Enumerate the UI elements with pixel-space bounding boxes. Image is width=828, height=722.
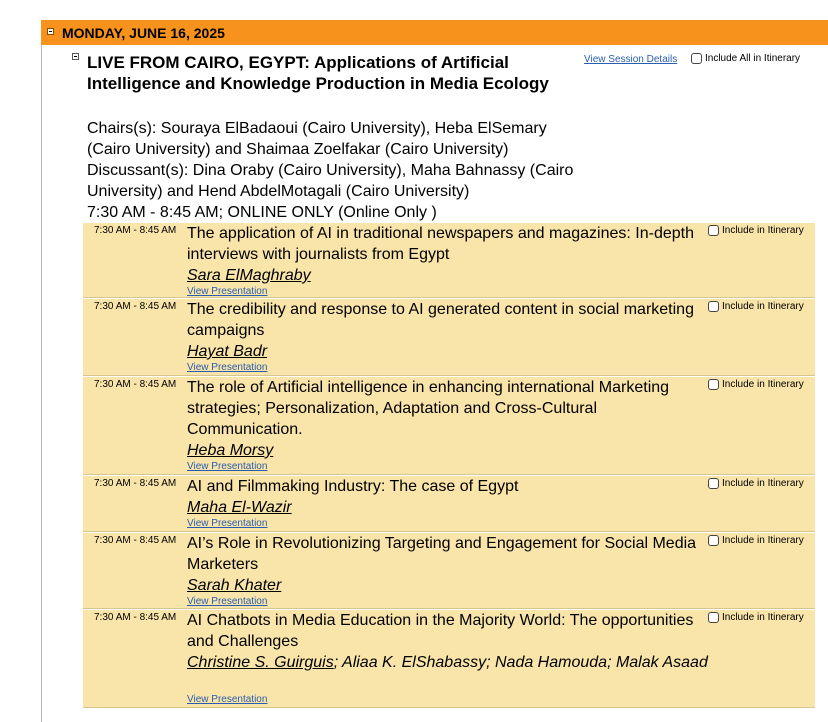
- view-presentation-link[interactable]: View Presentation: [187, 286, 268, 297]
- author-separator: ;: [333, 654, 343, 671]
- author-separator: ;: [486, 654, 495, 671]
- author-link[interactable]: Hayat Badr: [187, 343, 268, 360]
- include-checkbox[interactable]: [708, 535, 719, 546]
- include-checkbox[interactable]: [708, 301, 719, 312]
- presentation-title: The application of AI in traditional newspapers and magazines: In-depth interviews with journalists from Egypt: [187, 225, 694, 263]
- presentation-authors: [187, 341, 727, 362]
- presentation-time: 7:30 AM - 8:45 AM: [94, 612, 177, 623]
- presentation-time: 7:30 AM - 8:45 AM: [94, 478, 177, 489]
- include-label: Include in Itinerary: [722, 225, 804, 236]
- session-info: [87, 118, 577, 223]
- presentation-authors: [187, 652, 727, 673]
- left-border: [41, 20, 42, 722]
- view-presentation-link[interactable]: View Presentation: [187, 461, 268, 472]
- view-presentation-link[interactable]: View Presentation: [187, 694, 268, 705]
- day-header[interactable]: [41, 20, 828, 45]
- include-checkbox[interactable]: [708, 612, 719, 623]
- view-session-details-link[interactable]: View Session Details: [584, 54, 678, 65]
- author-link[interactable]: Sara ElMaghraby: [187, 267, 311, 284]
- presentation-row: [83, 476, 815, 532]
- session-title: LIVE FROM CAIRO, EGYPT: Applications of Artificial Intelligence and Knowledge Production in Media Ecology: [87, 53, 549, 93]
- presentation-row: [83, 610, 815, 708]
- include-all-label: Include All in Itinerary: [705, 53, 801, 64]
- presentation-time: 7:30 AM - 8:45 AM: [94, 225, 177, 236]
- author-link[interactable]: Maha El-Wazir: [187, 499, 292, 516]
- author-separator: ;: [607, 654, 616, 671]
- include-itinerary[interactable]: [708, 225, 804, 236]
- author-link[interactable]: Heba Morsy: [187, 442, 274, 459]
- view-presentation-link[interactable]: View Presentation: [187, 596, 268, 607]
- presentation-authors: [187, 265, 727, 286]
- presentation-time: 7:30 AM - 8:45 AM: [94, 301, 177, 312]
- presentation-time: 7:30 AM - 8:45 AM: [94, 379, 177, 390]
- include-checkbox[interactable]: [708, 379, 719, 390]
- include-checkbox[interactable]: [708, 225, 719, 236]
- presentation-row: [83, 533, 815, 609]
- session-discussants: Discussant(s): Dina Oraby (Cairo University), Maha Bahnassy (Cairo University) and Hend AbdelMotagali (Cairo University): [87, 162, 574, 200]
- presentation-title: The credibility and response to AI generated content in social marketing campaigns: [187, 301, 694, 339]
- include-itinerary[interactable]: [708, 301, 804, 312]
- presentation-title: AI and Filmmaking Industry: The case of Egypt: [187, 478, 519, 495]
- presentation-title: AI Chatbots in Media Education in the Majority World: The opportunities and Challenges: [187, 612, 694, 650]
- include-label: Include in Itinerary: [722, 535, 804, 546]
- view-presentation-link[interactable]: View Presentation: [187, 518, 268, 529]
- author-name: Aliaa K. ElShabassy: [342, 654, 487, 671]
- day-title: MONDAY, JUNE 16, 2025: [62, 25, 225, 41]
- presentation-authors: [187, 575, 727, 596]
- include-label: Include in Itinerary: [722, 612, 804, 623]
- author-name: Malak Asaad: [615, 654, 708, 671]
- collapse-session-icon[interactable]: [72, 53, 79, 60]
- presentation-authors: [187, 497, 727, 518]
- author-link[interactable]: Sarah Khater: [187, 577, 282, 594]
- session-chairs: Chairs(s): Souraya ElBadaoui (Cairo University), Heba ElSemary (Cairo University) and Shaimaa Zoelfakar (Cairo University): [87, 120, 547, 158]
- include-checkbox[interactable]: [708, 478, 719, 489]
- presentation-time: 7:30 AM - 8:45 AM: [94, 535, 177, 546]
- author-link[interactable]: Christine S. Guirguis: [187, 654, 334, 671]
- author-name: Nada Hamouda: [494, 654, 608, 671]
- presentation-title: The role of Artificial intelligence in enhancing international Marketing strategies; Personalization, Adaptation and Cross-Cultural Communication.: [187, 379, 670, 438]
- session-time-location: 7:30 AM - 8:45 AM; ONLINE ONLY (Online Only ): [87, 204, 437, 221]
- include-label: Include in Itinerary: [722, 301, 804, 312]
- include-all-itinerary[interactable]: [691, 53, 800, 64]
- include-all-checkbox[interactable]: [691, 53, 702, 64]
- presentation-authors: [187, 440, 727, 461]
- include-itinerary[interactable]: [708, 478, 804, 489]
- include-itinerary[interactable]: [708, 379, 804, 390]
- include-label: Include in Itinerary: [722, 478, 804, 489]
- presentation-row: [83, 299, 815, 376]
- include-label: Include in Itinerary: [722, 379, 804, 390]
- include-itinerary[interactable]: [708, 535, 804, 546]
- presentation-title: AI’s Role in Revolutionizing Targeting and Engagement for Social Media Marketers: [187, 535, 697, 573]
- presentation-row: [83, 377, 815, 475]
- view-presentation-link[interactable]: View Presentation: [187, 362, 268, 373]
- presentation-row: [83, 223, 815, 298]
- include-itinerary[interactable]: [708, 612, 804, 623]
- collapse-day-icon[interactable]: [47, 28, 54, 35]
